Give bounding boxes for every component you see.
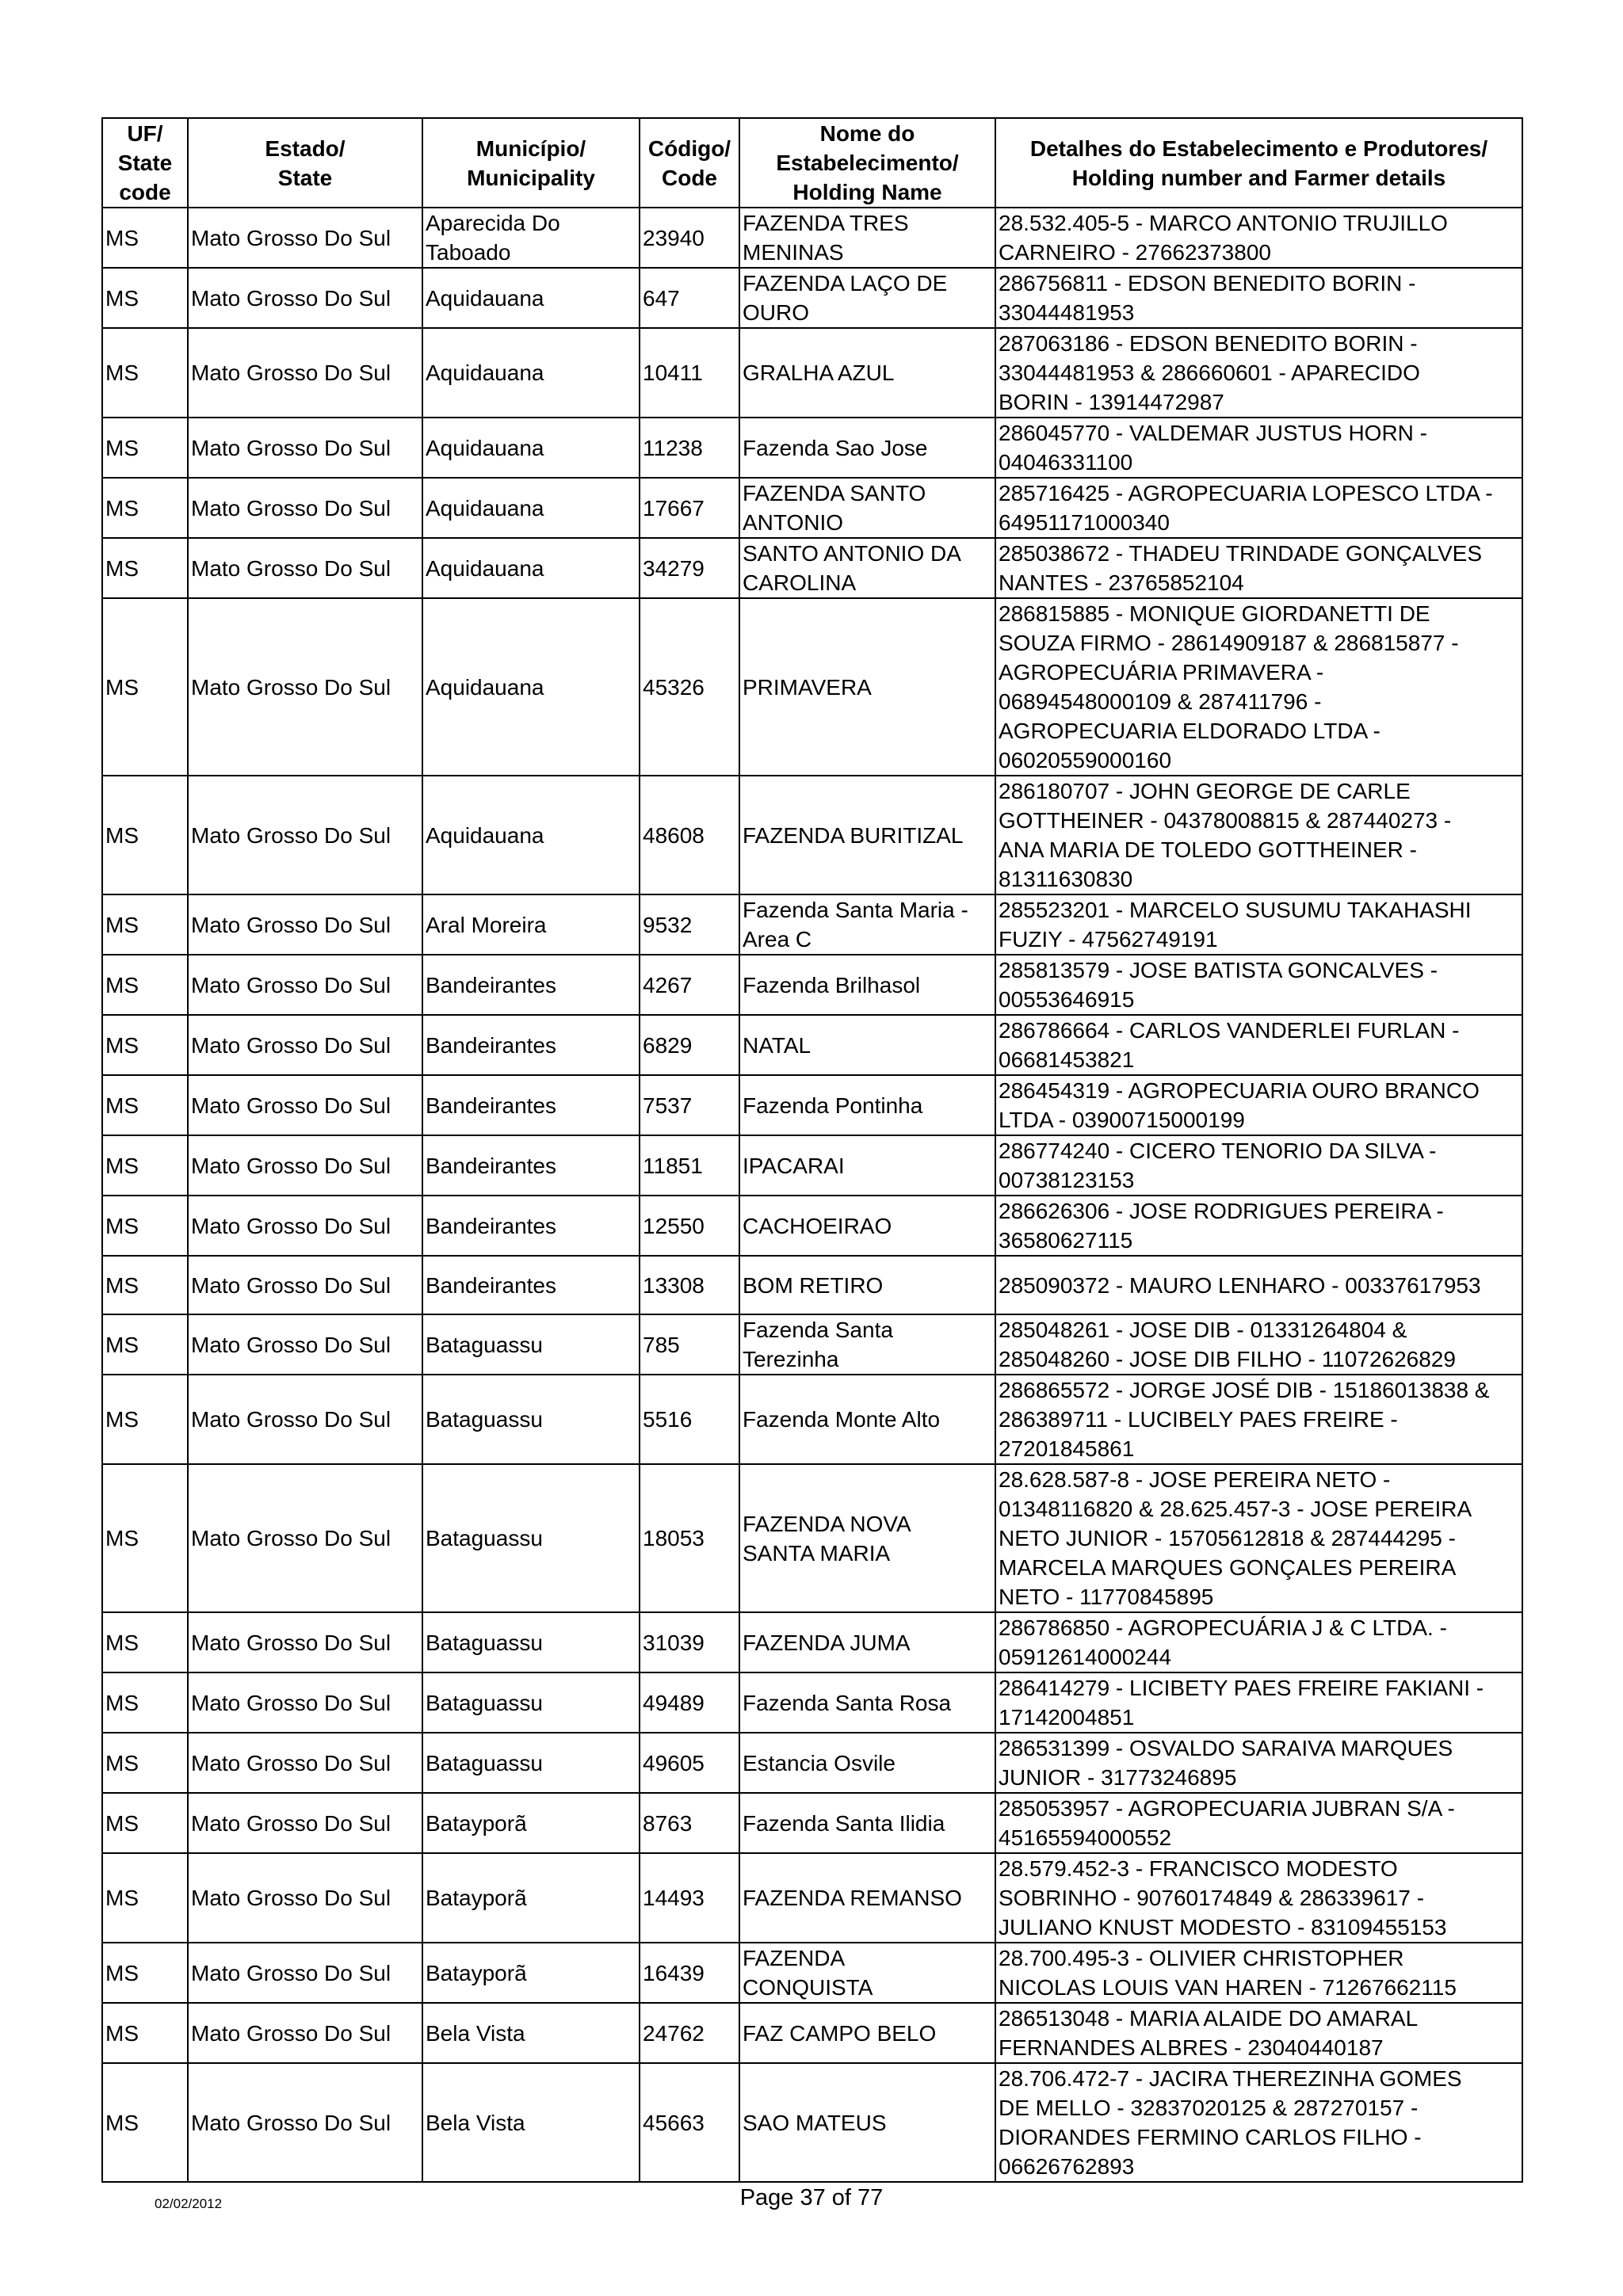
cell-uf: MS bbox=[102, 1256, 188, 1314]
cell-detalhes: 285090372 - MAURO LENHARO - 00337617953 bbox=[995, 1256, 1522, 1314]
cell-detalhes: 286454319 - AGROPECUARIA OURO BRANCO LTDA - 03900715000199 bbox=[995, 1075, 1522, 1135]
cell-nome: Fazenda Brilhasol bbox=[739, 955, 995, 1015]
cell-codigo: 49605 bbox=[640, 1733, 739, 1793]
cell-estado: Mato Grosso Do Sul bbox=[188, 1135, 422, 1196]
cell-codigo: 4267 bbox=[640, 955, 739, 1015]
table-row bbox=[102, 1375, 1522, 1464]
cell-municipio: Aparecida Do Taboado bbox=[422, 208, 640, 268]
table-row bbox=[102, 478, 1522, 538]
table-row bbox=[102, 1196, 1522, 1256]
cell-estado: Mato Grosso Do Sul bbox=[188, 328, 422, 418]
cell-estado: Mato Grosso Do Sul bbox=[188, 1075, 422, 1135]
table-row bbox=[102, 598, 1522, 776]
cell-uf: MS bbox=[102, 2003, 188, 2063]
header-estado: Estado/ State bbox=[188, 118, 422, 208]
cell-codigo: 647 bbox=[640, 268, 739, 328]
cell-nome: FAZENDA LAÇO DE OURO bbox=[739, 268, 995, 328]
cell-codigo: 7537 bbox=[640, 1075, 739, 1135]
table-row bbox=[102, 538, 1522, 598]
cell-uf: MS bbox=[102, 1135, 188, 1196]
cell-estado: Mato Grosso Do Sul bbox=[188, 538, 422, 598]
table-row bbox=[102, 1672, 1522, 1733]
cell-municipio: Aquidauana bbox=[422, 328, 640, 418]
cell-detalhes: 286786664 - CARLOS VANDERLEI FURLAN - 06681453821 bbox=[995, 1015, 1522, 1075]
cell-detalhes: 285523201 - MARCELO SUSUMU TAKAHASHI FUZIY - 47562749191 bbox=[995, 894, 1522, 955]
cell-uf: MS bbox=[102, 1733, 188, 1793]
cell-detalhes: 286786850 - AGROPECUÁRIA J & C LTDA. - 05912614000244 bbox=[995, 1612, 1522, 1672]
cell-municipio: Aquidauana bbox=[422, 268, 640, 328]
cell-estado: Mato Grosso Do Sul bbox=[188, 1733, 422, 1793]
cell-municipio: Batayporã bbox=[422, 1853, 640, 1943]
cell-codigo: 24762 bbox=[640, 2003, 739, 2063]
cell-nome: FAZENDA JUMA bbox=[739, 1612, 995, 1672]
footer-page-number: Page 37 of 77 bbox=[739, 2185, 884, 2210]
cell-nome: FAZENDA TRES MENINAS bbox=[739, 208, 995, 268]
cell-codigo: 10411 bbox=[640, 328, 739, 418]
cell-estado: Mato Grosso Do Sul bbox=[188, 1314, 422, 1375]
cell-estado: Mato Grosso Do Sul bbox=[188, 1375, 422, 1464]
header-codigo: Código/ Code bbox=[640, 118, 739, 208]
cell-municipio: Bandeirantes bbox=[422, 1256, 640, 1314]
cell-nome: FAZENDA BURITIZAL bbox=[739, 776, 995, 894]
cell-nome: FAZENDA CONQUISTA bbox=[739, 1943, 995, 2003]
table-row bbox=[102, 268, 1522, 328]
cell-municipio: Bataguassu bbox=[422, 1314, 640, 1375]
cell-estado: Mato Grosso Do Sul bbox=[188, 1015, 422, 1075]
table-row bbox=[102, 208, 1522, 268]
cell-codigo: 49489 bbox=[640, 1672, 739, 1733]
cell-detalhes: 286531399 - OSVALDO SARAIVA MARQUES JUNIOR - 31773246895 bbox=[995, 1733, 1522, 1793]
cell-codigo: 31039 bbox=[640, 1612, 739, 1672]
cell-uf: MS bbox=[102, 478, 188, 538]
cell-codigo: 48608 bbox=[640, 776, 739, 894]
cell-estado: Mato Grosso Do Sul bbox=[188, 1612, 422, 1672]
cell-municipio: Bandeirantes bbox=[422, 1075, 640, 1135]
table-row bbox=[102, 2063, 1522, 2182]
cell-nome: SANTO ANTONIO DA CAROLINA bbox=[739, 538, 995, 598]
cell-estado: Mato Grosso Do Sul bbox=[188, 2063, 422, 2182]
cell-nome: FAZENDA NOVA SANTA MARIA bbox=[739, 1464, 995, 1612]
cell-nome: SAO MATEUS bbox=[739, 2063, 995, 2182]
table-row bbox=[102, 1612, 1522, 1672]
cell-uf: MS bbox=[102, 776, 188, 894]
cell-codigo: 23940 bbox=[640, 208, 739, 268]
cell-nome: Fazenda Santa Maria - Area C bbox=[739, 894, 995, 955]
cell-estado: Mato Grosso Do Sul bbox=[188, 776, 422, 894]
cell-uf: MS bbox=[102, 538, 188, 598]
cell-estado: Mato Grosso Do Sul bbox=[188, 1793, 422, 1853]
establishments-table bbox=[101, 117, 1523, 2183]
table-body bbox=[102, 208, 1522, 2182]
cell-municipio: Bela Vista bbox=[422, 2003, 640, 2063]
cell-municipio: Aquidauana bbox=[422, 776, 640, 894]
cell-estado: Mato Grosso Do Sul bbox=[188, 208, 422, 268]
cell-nome: Estancia Osvile bbox=[739, 1733, 995, 1793]
table-row bbox=[102, 1733, 1522, 1793]
table-row bbox=[102, 1853, 1522, 1943]
cell-detalhes: 286865572 - JORGE JOSÉ DIB - 15186013838 & 286389711 - LUCIBELY PAES FREIRE - 27201845861 bbox=[995, 1375, 1522, 1464]
cell-uf: MS bbox=[102, 598, 188, 776]
table-row bbox=[102, 328, 1522, 418]
cell-detalhes: 286180707 - JOHN GEORGE DE CARLE GOTTHEINER - 04378008815 & 287440273 - ANA MARIA DE TOLEDO GOTTHEINER - 81311630830 bbox=[995, 776, 1522, 894]
cell-detalhes: 286815885 - MONIQUE GIORDANETTI DE SOUZA FIRMO - 28614909187 & 286815877 - AGROPECUÁRIA PRIMAVERA - 06894548000109 & 287411796 - AGROPECUARIA ELDORADO LTDA - 06020559000160 bbox=[995, 598, 1522, 776]
cell-uf: MS bbox=[102, 1943, 188, 2003]
cell-uf: MS bbox=[102, 1375, 188, 1464]
cell-codigo: 9532 bbox=[640, 894, 739, 955]
cell-municipio: Bataguassu bbox=[422, 1375, 640, 1464]
cell-municipio: Bataguassu bbox=[422, 1672, 640, 1733]
cell-codigo: 45663 bbox=[640, 2063, 739, 2182]
cell-uf: MS bbox=[102, 1793, 188, 1853]
cell-estado: Mato Grosso Do Sul bbox=[188, 1196, 422, 1256]
cell-estado: Mato Grosso Do Sul bbox=[188, 1853, 422, 1943]
cell-codigo: 45326 bbox=[640, 598, 739, 776]
cell-detalhes: 287063186 - EDSON BENEDITO BORIN - 33044481953 & 286660601 - APARECIDO BORIN - 13914472987 bbox=[995, 328, 1522, 418]
cell-detalhes: 286756811 - EDSON BENEDITO BORIN - 33044481953 bbox=[995, 268, 1522, 328]
cell-nome: PRIMAVERA bbox=[739, 598, 995, 776]
header-uf: UF/ State code bbox=[102, 118, 188, 208]
cell-municipio: Batayporã bbox=[422, 1943, 640, 2003]
cell-municipio: Aral Moreira bbox=[422, 894, 640, 955]
cell-municipio: Bandeirantes bbox=[422, 1015, 640, 1075]
cell-uf: MS bbox=[102, 1464, 188, 1612]
cell-municipio: Batayporã bbox=[422, 1793, 640, 1853]
cell-codigo: 13308 bbox=[640, 1256, 739, 1314]
cell-uf: MS bbox=[102, 1853, 188, 1943]
cell-codigo: 14493 bbox=[640, 1853, 739, 1943]
header-nome: Nome do Estabelecimento/ Holding Name bbox=[739, 118, 995, 208]
cell-nome: Fazenda Santa Rosa bbox=[739, 1672, 995, 1733]
cell-codigo: 11238 bbox=[640, 418, 739, 478]
cell-detalhes: 28.532.405-5 - MARCO ANTONIO TRUJILLO CARNEIRO - 27662373800 bbox=[995, 208, 1522, 268]
cell-codigo: 6829 bbox=[640, 1015, 739, 1075]
cell-codigo: 785 bbox=[640, 1314, 739, 1375]
cell-estado: Mato Grosso Do Sul bbox=[188, 1464, 422, 1612]
cell-estado: Mato Grosso Do Sul bbox=[188, 268, 422, 328]
cell-detalhes: 285716425 - AGROPECUARIA LOPESCO LTDA - 64951171000340 bbox=[995, 478, 1522, 538]
cell-municipio: Bandeirantes bbox=[422, 1196, 640, 1256]
cell-uf: MS bbox=[102, 894, 188, 955]
table-row bbox=[102, 1256, 1522, 1314]
cell-codigo: 34279 bbox=[640, 538, 739, 598]
table-row bbox=[102, 1015, 1522, 1075]
cell-uf: MS bbox=[102, 418, 188, 478]
cell-nome: FAZ CAMPO BELO bbox=[739, 2003, 995, 2063]
cell-municipio: Aquidauana bbox=[422, 478, 640, 538]
cell-nome: BOM RETIRO bbox=[739, 1256, 995, 1314]
cell-municipio: Bataguassu bbox=[422, 1464, 640, 1612]
cell-nome: Fazenda Santa Ilidia bbox=[739, 1793, 995, 1853]
cell-nome: CACHOEIRAO bbox=[739, 1196, 995, 1256]
cell-nome: FAZENDA REMANSO bbox=[739, 1853, 995, 1943]
cell-uf: MS bbox=[102, 1314, 188, 1375]
cell-codigo: 5516 bbox=[640, 1375, 739, 1464]
cell-municipio: Aquidauana bbox=[422, 418, 640, 478]
table-row bbox=[102, 1075, 1522, 1135]
cell-estado: Mato Grosso Do Sul bbox=[188, 2003, 422, 2063]
cell-municipio: Bataguassu bbox=[422, 1733, 640, 1793]
cell-detalhes: 285813579 - JOSE BATISTA GONCALVES - 00553646915 bbox=[995, 955, 1522, 1015]
cell-municipio: Aquidauana bbox=[422, 598, 640, 776]
cell-municipio: Bandeirantes bbox=[422, 955, 640, 1015]
cell-estado: Mato Grosso Do Sul bbox=[188, 1672, 422, 1733]
cell-estado: Mato Grosso Do Sul bbox=[188, 598, 422, 776]
cell-codigo: 11851 bbox=[640, 1135, 739, 1196]
cell-detalhes: 285053957 - AGROPECUARIA JUBRAN S/A - 45165594000552 bbox=[995, 1793, 1522, 1853]
cell-municipio: Bataguassu bbox=[422, 1612, 640, 1672]
cell-uf: MS bbox=[102, 1672, 188, 1733]
cell-uf: MS bbox=[102, 328, 188, 418]
cell-estado: Mato Grosso Do Sul bbox=[188, 478, 422, 538]
cell-uf: MS bbox=[102, 1196, 188, 1256]
cell-detalhes: 28.700.495-3 - OLIVIER CHRISTOPHER NICOLAS LOUIS VAN HAREN - 71267662115 bbox=[995, 1943, 1522, 2003]
cell-detalhes: 286513048 - MARIA ALAIDE DO AMARAL FERNANDES ALBRES - 23040440187 bbox=[995, 2003, 1522, 2063]
cell-codigo: 18053 bbox=[640, 1464, 739, 1612]
header-detalhes: Detalhes do Estabelecimento e Produtores/ Holding number and Farmer details bbox=[995, 118, 1522, 208]
cell-detalhes: 28.706.472-7 - JACIRA THEREZINHA GOMES DE MELLO - 32837020125 & 287270157 - DIORANDES FERMINO CARLOS FILHO - 06626762893 bbox=[995, 2063, 1522, 2182]
cell-uf: MS bbox=[102, 1075, 188, 1135]
footer-date: 02/02/2012 bbox=[155, 2196, 223, 2211]
cell-uf: MS bbox=[102, 208, 188, 268]
cell-nome: NATAL bbox=[739, 1015, 995, 1075]
table-row bbox=[102, 894, 1522, 955]
cell-codigo: 16439 bbox=[640, 1943, 739, 2003]
header-municipio: Município/ Municipality bbox=[422, 118, 640, 208]
cell-estado: Mato Grosso Do Sul bbox=[188, 418, 422, 478]
cell-municipio: Bela Vista bbox=[422, 2063, 640, 2182]
table-row bbox=[102, 955, 1522, 1015]
cell-codigo: 17667 bbox=[640, 478, 739, 538]
cell-uf: MS bbox=[102, 1612, 188, 1672]
table-row bbox=[102, 1464, 1522, 1612]
cell-uf: MS bbox=[102, 1015, 188, 1075]
cell-uf: MS bbox=[102, 955, 188, 1015]
cell-nome: IPACARAI bbox=[739, 1135, 995, 1196]
cell-nome: GRALHA AZUL bbox=[739, 328, 995, 418]
cell-uf: MS bbox=[102, 268, 188, 328]
cell-detalhes: 285048261 - JOSE DIB - 01331264804 & 285048260 - JOSE DIB FILHO - 11072626829 bbox=[995, 1314, 1522, 1375]
cell-codigo: 8763 bbox=[640, 1793, 739, 1853]
table-header-row bbox=[102, 118, 1522, 208]
cell-municipio: Bandeirantes bbox=[422, 1135, 640, 1196]
cell-nome: Fazenda Sao Jose bbox=[739, 418, 995, 478]
table-row bbox=[102, 2003, 1522, 2063]
cell-estado: Mato Grosso Do Sul bbox=[188, 955, 422, 1015]
table-row bbox=[102, 776, 1522, 894]
cell-detalhes: 286626306 - JOSE RODRIGUES PEREIRA - 36580627115 bbox=[995, 1196, 1522, 1256]
cell-detalhes: 286414279 - LICIBETY PAES FREIRE FAKIANI - 17142004851 bbox=[995, 1672, 1522, 1733]
table-row bbox=[102, 418, 1522, 478]
table-row bbox=[102, 1943, 1522, 2003]
cell-detalhes: 286045770 - VALDEMAR JUSTUS HORN - 04046331100 bbox=[995, 418, 1522, 478]
table-row bbox=[102, 1135, 1522, 1196]
cell-codigo: 12550 bbox=[640, 1196, 739, 1256]
cell-nome: Fazenda Santa Terezinha bbox=[739, 1314, 995, 1375]
cell-municipio: Aquidauana bbox=[422, 538, 640, 598]
table-row bbox=[102, 1314, 1522, 1375]
cell-detalhes: 286774240 - CICERO TENORIO DA SILVA - 00738123153 bbox=[995, 1135, 1522, 1196]
cell-detalhes: 285038672 - THADEU TRINDADE GONÇALVES NANTES - 23765852104 bbox=[995, 538, 1522, 598]
cell-estado: Mato Grosso Do Sul bbox=[188, 894, 422, 955]
table-row bbox=[102, 1793, 1522, 1853]
cell-nome: FAZENDA SANTO ANTONIO bbox=[739, 478, 995, 538]
cell-detalhes: 28.579.452-3 - FRANCISCO MODESTO SOBRINHO - 90760174849 & 286339617 - JULIANO KNUST MODESTO - 83109455153 bbox=[995, 1853, 1522, 1943]
cell-nome: Fazenda Monte Alto bbox=[739, 1375, 995, 1464]
cell-estado: Mato Grosso Do Sul bbox=[188, 1256, 422, 1314]
cell-estado: Mato Grosso Do Sul bbox=[188, 1943, 422, 2003]
cell-uf: MS bbox=[102, 2063, 188, 2182]
cell-nome: Fazenda Pontinha bbox=[739, 1075, 995, 1135]
cell-detalhes: 28.628.587-8 - JOSE PEREIRA NETO - 01348116820 & 28.625.457-3 - JOSE PEREIRA NETO JUNIOR - 15705612818 & 287444295 - MARCELA MARQUES GONÇALES PEREIRA NETO - 11770845895 bbox=[995, 1464, 1522, 1612]
